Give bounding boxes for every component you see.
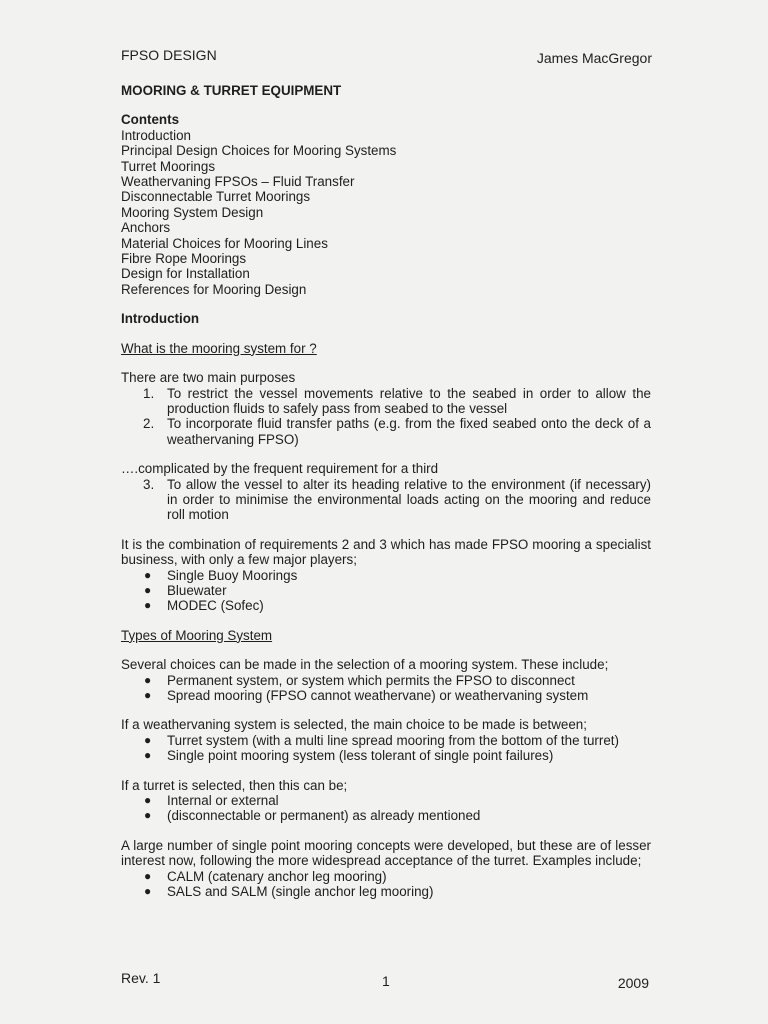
introduction-subheading: What is the mooring system for ? [121, 340, 317, 356]
list-item [121, 568, 651, 583]
turret-intro: If a turret is selected, then this can be; [121, 777, 348, 793]
contents-item: Turret Moorings [121, 158, 216, 174]
players-list [121, 568, 651, 614]
bullet-icon: ● [144, 808, 152, 823]
list-item [121, 808, 651, 823]
contents-item: Introduction [121, 127, 191, 143]
contents-heading: Contents [121, 112, 180, 128]
bullet-icon: ● [144, 688, 152, 702]
list-text: CALM (catenary anchor leg mooring) [167, 868, 387, 884]
list-text: Permanent system, or system which permits the FPSO to disconnect [167, 672, 575, 688]
bullet-icon: ● [144, 582, 152, 597]
bullet-icon: ● [144, 732, 152, 747]
list-item [121, 793, 651, 808]
document-title: MOORING & TURRET EQUIPMENT [121, 83, 342, 98]
list-text: Spread mooring (FPSO cannot weathervane) or weathervaning system [167, 688, 589, 703]
list-text: Bluewater [167, 582, 227, 598]
list-item [121, 477, 651, 523]
contents-item: References for Mooring Design [121, 281, 307, 297]
choices-list [121, 673, 651, 704]
contents-item: Material Choices for Mooring Lines [121, 235, 328, 251]
list-text: To allow the vessel to alter its heading relative to the environment (if necessary) in order to minimise the environmental loads acting on the mooring and reduce roll motion [167, 476, 651, 523]
document-body [121, 83, 651, 899]
header-right: James MacGregor [536, 50, 652, 66]
list-text: Single point mooring system (less tolerant of single point failures) [167, 748, 554, 764]
contents-list [121, 128, 651, 297]
types-subheading: Types of Mooring System [121, 627, 273, 643]
list-text: Internal or external [167, 793, 279, 809]
contents-item: Weathervaning FPSOs – Fluid Transfer [121, 174, 355, 190]
contents-item: Design for Installation [121, 266, 250, 282]
contents-item: Fibre Rope Moorings [121, 251, 247, 267]
purposes-intro: There are two main purposes [121, 370, 296, 386]
bullet-icon: ● [144, 884, 152, 899]
introduction-heading: Introduction [121, 311, 200, 327]
list-text: To incorporate fluid transfer paths (e.g. from the fixed seabed onto the deck of a weathervaning FPSO) [167, 416, 651, 447]
third-intro: ….complicated by the frequent requirement for a third [121, 461, 439, 477]
spm-list [121, 869, 651, 900]
choices-intro: Several choices can be made in the selection of a mooring system. These include; [121, 657, 609, 673]
list-text: MODEC (Sofec) [167, 598, 264, 614]
bullet-icon: ● [144, 567, 152, 582]
list-item [121, 884, 651, 899]
weathervane-intro: If a weathervaning system is selected, the main choice to be made is between; [121, 717, 587, 733]
footer-year: 2009 [617, 975, 649, 991]
list-number: 3. [143, 476, 155, 492]
list-item [121, 869, 651, 884]
list-text: (disconnectable or permanent) as already mentioned [167, 808, 481, 824]
contents-item: Disconnectable Turret Moorings [121, 189, 311, 205]
page-number: 1 [382, 973, 390, 989]
list-item [121, 748, 651, 763]
list-item [121, 583, 651, 598]
list-item [121, 386, 651, 417]
list-number: 2. [143, 416, 155, 432]
bullet-icon: ● [144, 598, 152, 613]
weathervane-list [121, 733, 651, 764]
contents-item: Anchors [121, 220, 171, 236]
list-text: To restrict the vessel movements relative to the seabed in order to allow the production fluids to safely pass from seabed to the vessel [167, 385, 651, 416]
list-text: Turret system (with a multi line spread mooring from the bottom of the turret) [167, 732, 619, 748]
third-list [121, 477, 651, 523]
bullet-icon: ● [144, 793, 152, 808]
spm-paragraph: A large number of single point mooring concepts were developed, but these are of lesser interest now, following the more widespread acceptance of the turret. Examples include; [121, 837, 651, 869]
footer-revision: Rev. 1 [121, 970, 161, 986]
list-item [121, 598, 651, 613]
list-item [121, 733, 651, 748]
bullet-icon: ● [144, 672, 152, 687]
list-item [121, 416, 651, 447]
bullet-icon: ● [144, 868, 152, 883]
contents-item: Mooring System Design [121, 204, 264, 220]
turret-list [121, 793, 651, 824]
list-item [121, 673, 651, 688]
list-text: SALS and SALM (single anchor leg mooring) [167, 884, 434, 900]
list-item [121, 688, 651, 703]
list-number: 1. [143, 385, 155, 401]
contents-item: Principal Design Choices for Mooring Systems [121, 143, 397, 159]
combination-paragraph: It is the combination of requirements 2 and 3 which has made FPSO mooring a specialist business, with only a few major players; [121, 536, 651, 568]
purposes-list [121, 386, 651, 448]
header-left: FPSO DESIGN [121, 47, 217, 63]
list-text: Single Buoy Moorings [167, 567, 298, 583]
bullet-icon: ● [144, 748, 152, 763]
